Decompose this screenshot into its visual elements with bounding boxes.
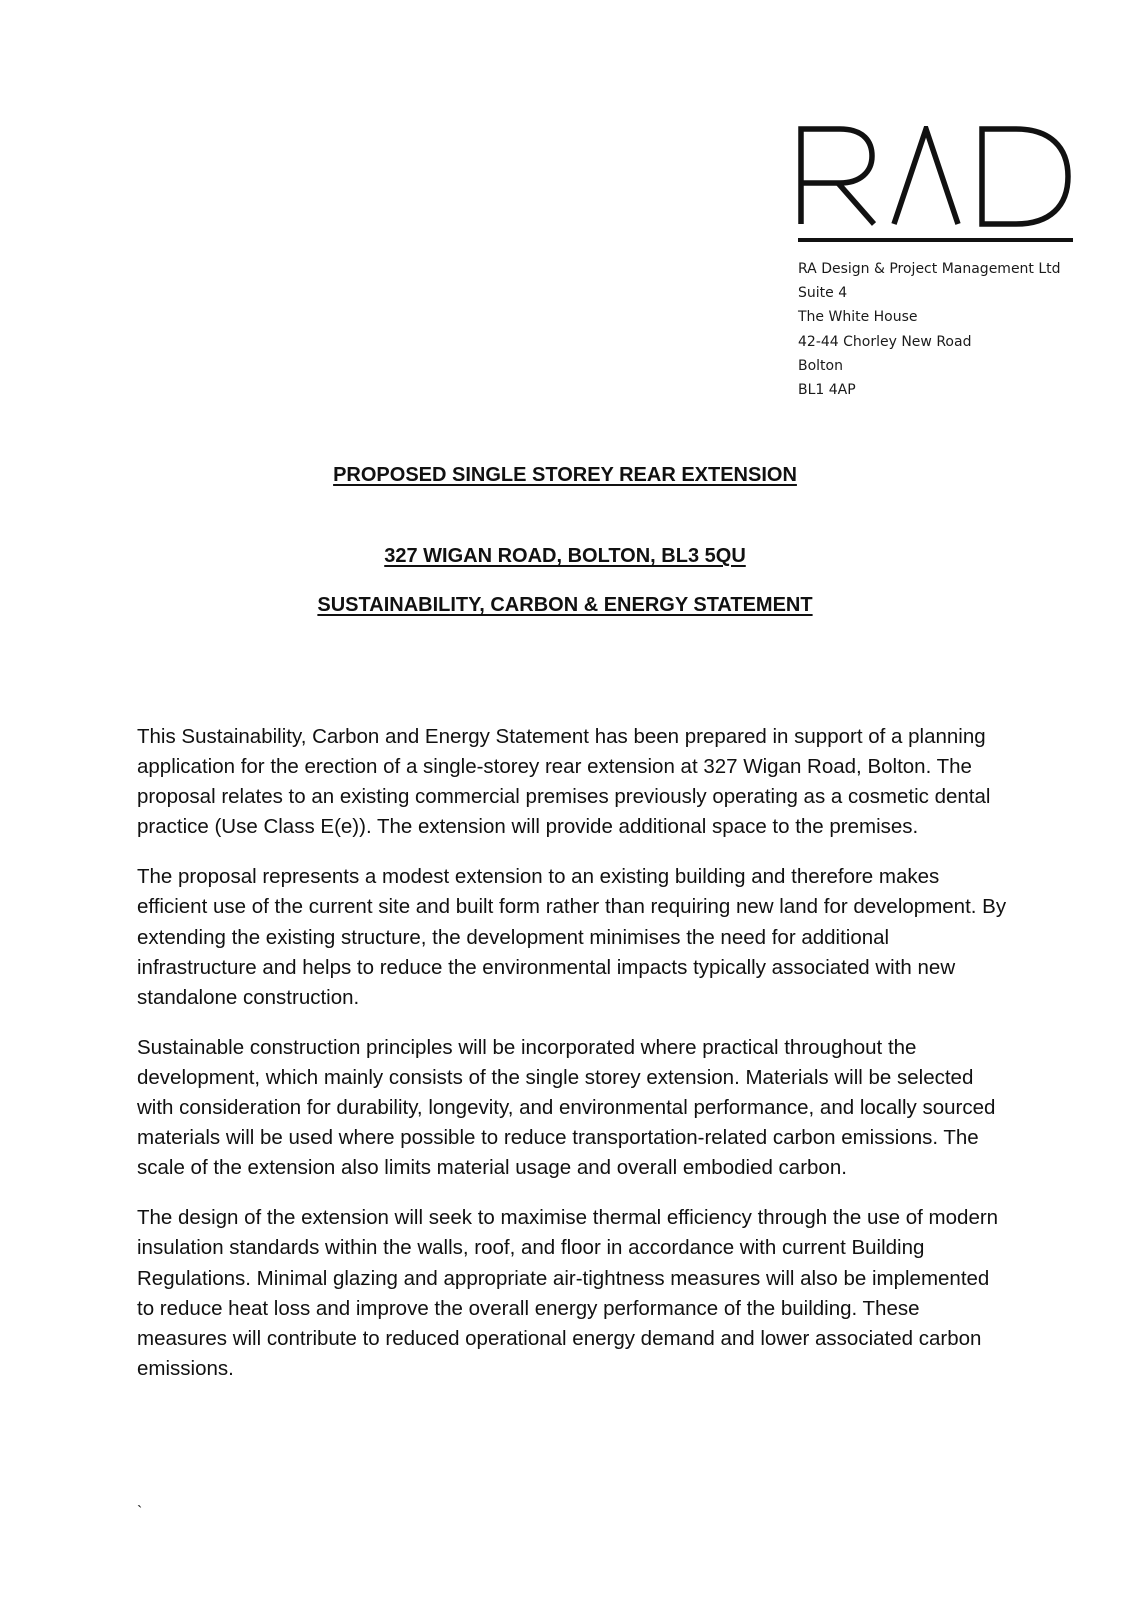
footer-mark: ` [137, 1504, 143, 1521]
company-logo [798, 126, 1073, 244]
site-address-heading: 327 WIGAN ROAD, BOLTON, BL3 5QU [384, 545, 746, 567]
paragraph-thermal-efficiency: The design of the extension will seek to maximise thermal efficiency through the use of modern insulation standards within the walls, roof, and floor in accordance with current Building Regulations. Minimal glazing and appropriate air-tightness measures will also be implemented to reduce heat loss and improve the overall energy performance of the building. These measures will contribute to reduced operational energy demand and lower associated carbon emissions. [137, 1206, 999, 1380]
project-title: PROPOSED SINGLE STOREY REAR EXTENSION [333, 464, 797, 486]
address-line-building: The White House [798, 309, 918, 326]
address-line-company: RA Design & Project Management Ltd [798, 261, 1061, 277]
paragraph-introduction: This Sustainability, Carbon and Energy Statement has been prepared in support of a planning application for the erection of a single-storey rear extension at 327 Wigan Road, Bolton. The proposal relates to an existing commercial premises previously operating as a cosmetic dental practice (Use Class E(e)). The extension will provide additional space to the premises. [137, 725, 991, 839]
address-line-town: Bolton [798, 357, 843, 374]
address-line-suite: Suite 4 [798, 285, 848, 302]
company-address [798, 257, 1061, 402]
address-line-street: 42-44 Chorley New Road [798, 333, 972, 350]
address-line-postcode: BL1 4AP [798, 382, 856, 399]
paragraph-site-efficiency: The proposal represents a modest extension to an existing building and therefore makes efficient use of the current site and built form rather than requiring new land for development. By extending the existing structure, the development minimises the need for additional infrastructure and helps to reduce the environmental impacts typically associated with new standalone construction. [137, 865, 1007, 1009]
paragraph-sustainable-construction: Sustainable construction principles will be incorporated where practical throughout the development, which mainly consists of the single storey extension. Materials will be selected with consideration for durability, longevity, and environmental performance, and locally sourced materials will be used where possible to reduce transportation-related carbon emissions. The scale of the extension also limits material usage and overall embodied carbon. [137, 1035, 996, 1180]
document-title: SUSTAINABILITY, CARBON & ENERGY STATEMENT [317, 594, 813, 616]
statement-body [137, 722, 1007, 1404]
